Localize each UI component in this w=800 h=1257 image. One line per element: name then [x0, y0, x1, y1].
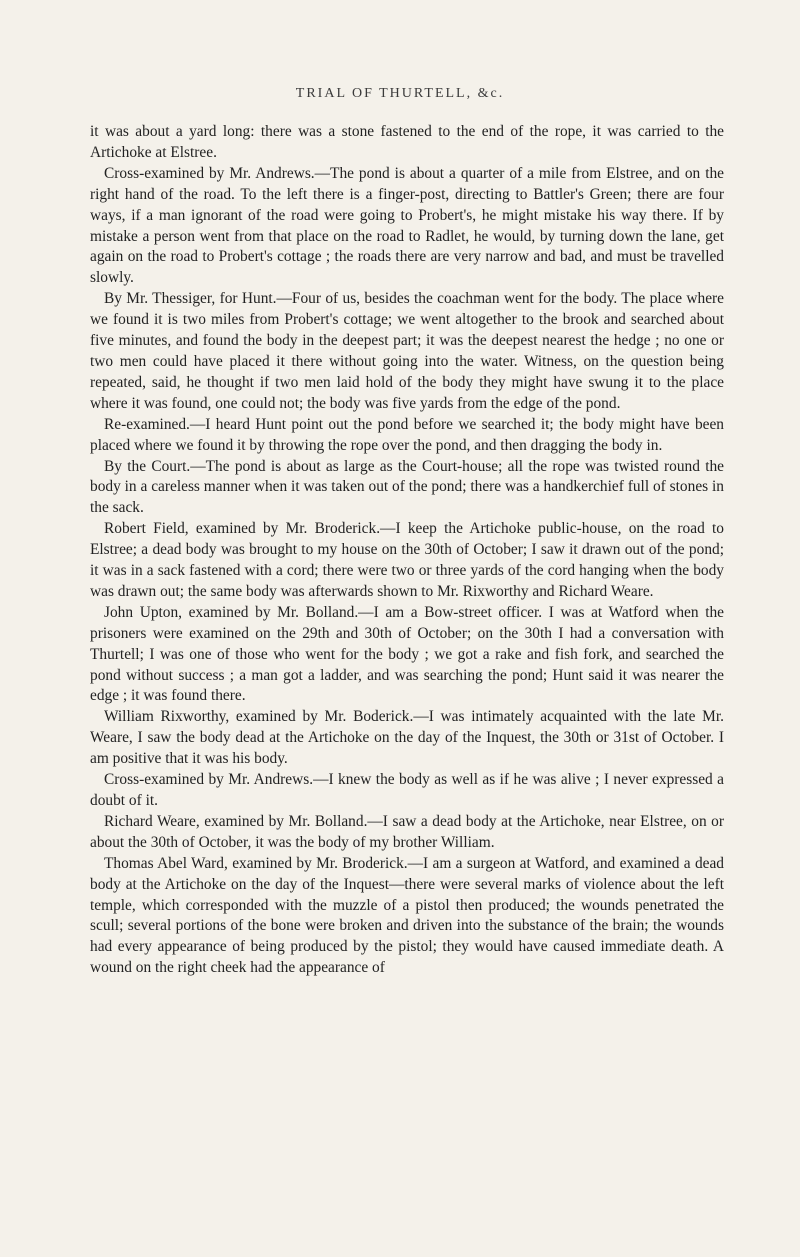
paragraph: Thomas Abel Ward, examined by Mr. Broderick.—I am a surgeon at Watford, and examined a dead body at the Artichoke on the day of the Inquest—there were several marks of violence about the left temple, which corresponded with the muzzle of a pistol then produced; the wounds penetrated the scull; several portions of the bone were broken and driven into the substance of the brain; the wounds had every appearance of being produced by the pistol; they would have caused immediate death. A wound on the right cheek had the appearance of: [90, 854, 724, 977]
paragraph: it was about a yard long: there was a stone fastened to the end of the rope, it was carried to the Artichoke at Elstree.: [90, 123, 724, 161]
paragraph: John Upton, examined by Mr. Bolland.—I am a Bow-street officer. I was at Watford when the prisoners were examined on the 29th and 30th of October; on the 30th I had a conversation with Thurtell; I was one of those who went for the body ; we got a rake and fish fork, and searched the pond without success ; a man got a ladder, and was searching the pond; Hunt said it was nearer the edge ; it was found there.: [90, 603, 724, 705]
paragraph: Cross-examined by Mr. Andrews.—I knew the body as well as if he was alive ; I never expressed a doubt of it.: [90, 771, 724, 809]
paragraph: Robert Field, examined by Mr. Broderick.—I keep the Artichoke public-house, on the road to Elstree; a dead body was brought to my house on the 30th of October; I saw it drawn out of the pond; it was in a sack fastened with a cord; there were two or three yards of the cord hanging when the body was drawn out; the same body was afterwards shown to Mr. Rixworthy and Richard Weare.: [90, 520, 724, 600]
paragraph: Richard Weare, examined by Mr. Bolland.—I saw a dead body at the Artichoke, near Elstree, on or about the 30th of October, it was the body of my brother William.: [90, 812, 724, 851]
paragraph: Re-examined.—I heard Hunt point out the pond before we searched it; the body might have been placed where we found it by throwing the rope over the pond, and then dragging the body in.: [90, 415, 724, 454]
page-body: [90, 122, 724, 979]
paragraph: Cross-examined by Mr. Andrews.—The pond is about a quarter of a mile from Elstree, and on the right hand of the road. To the left there is a finger-post, directing to Battler's Green; there are four ways, if a man ignorant of the road were going to Probert's, he might mistake his way there. If by mistake a person went from that place on the road to Radlet, he would, by turning down the lane, get again on the road to Probert's cottage ; the roads there are very narrow and bad, and must be travelled slowly.: [90, 164, 724, 287]
running-title: TRIAL OF THURTELL, &c.: [295, 86, 505, 101]
paragraph: William Rixworthy, examined by Mr. Boderick.—I was intimately acquainted with the late Mr. Weare, I saw the body dead at the Artichoke on the day of the Inquest, the 30th or 31st of October. I am positive that it was his body.: [90, 708, 724, 768]
paragraph: By Mr. Thessiger, for Hunt.—Four of us, besides the coachman went for the body. The place where we found it is two miles from Probert's cottage; we went altogether to the brook and searched about five minutes, and found the body in the deepest part; it was the deepest nearest the hedge ; no one or two men could have placed it there without going into the water. Witness, on the question being repeated, said, he thought if two men laid hold of the body they might have swung it to the place where it was found, one could not; the body was five yards from the edge of the pond.: [90, 290, 724, 412]
paragraph: By the Court.—The pond is about as large as the Court-house; all the rope was twisted round the body in a careless manner when it was taken out of the pond; there was a handkerchief full of stones in the sack.: [90, 457, 724, 517]
